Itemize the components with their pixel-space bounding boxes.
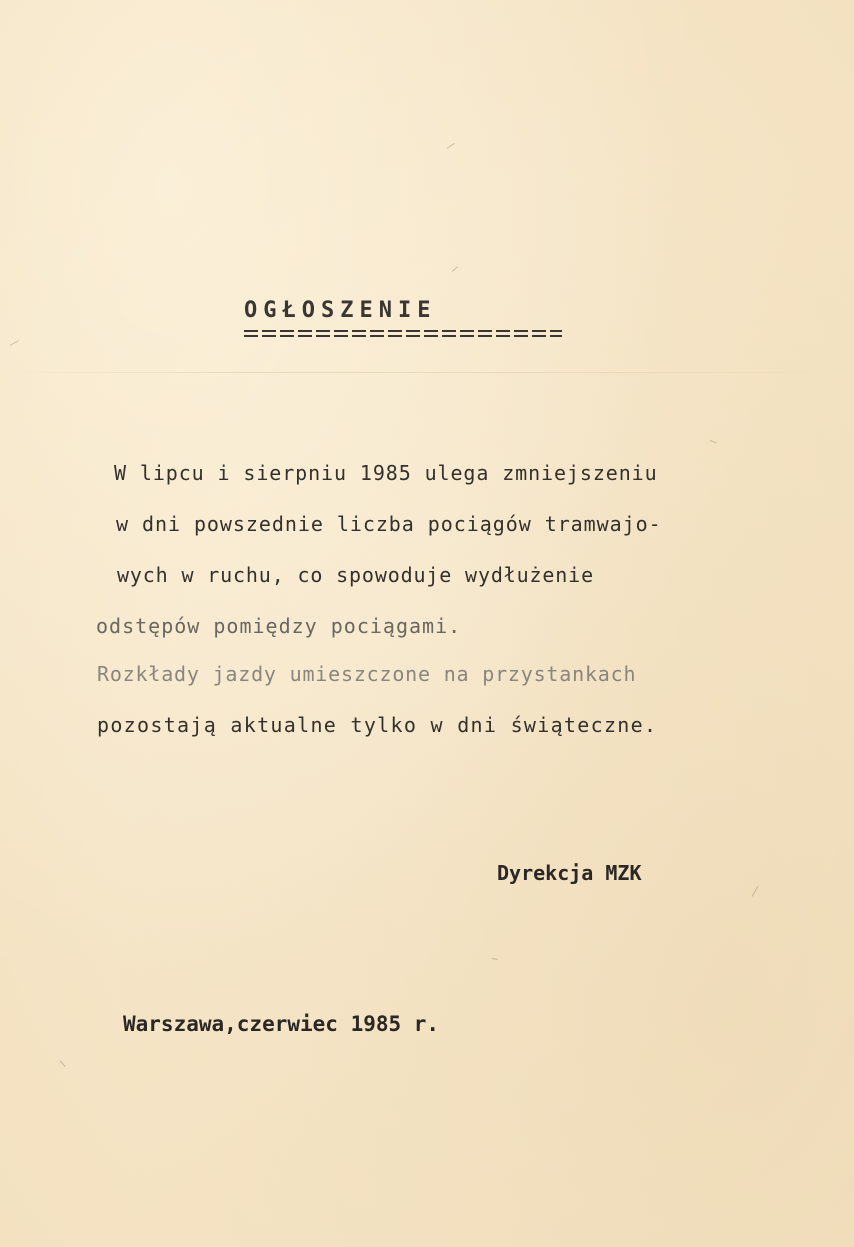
paragraph-line-6: pozostają aktualne tylko w dni świąteczne. bbox=[97, 713, 658, 737]
paragraph-line-5: Rozkłady jazdy umieszczone na przystankach bbox=[97, 662, 637, 686]
paragraph-line-4: odstępów pomiędzy pociągami. bbox=[96, 614, 462, 638]
paragraph-line-2: w dni powszednie liczba pociągów tramwajo- bbox=[116, 512, 662, 536]
document-title: OGŁOSZENIE bbox=[244, 298, 437, 323]
paragraph-line-3: wych w ruchu, co spowoduje wydłużenie bbox=[117, 563, 594, 587]
place-and-date: Warszawa,czerwiec 1985 r. bbox=[123, 1012, 440, 1036]
paragraph-line-1: W lipcu i sierpniu 1985 ulega zmniejszeniu bbox=[114, 461, 658, 485]
signature: Dyrekcja MZK bbox=[497, 861, 642, 885]
